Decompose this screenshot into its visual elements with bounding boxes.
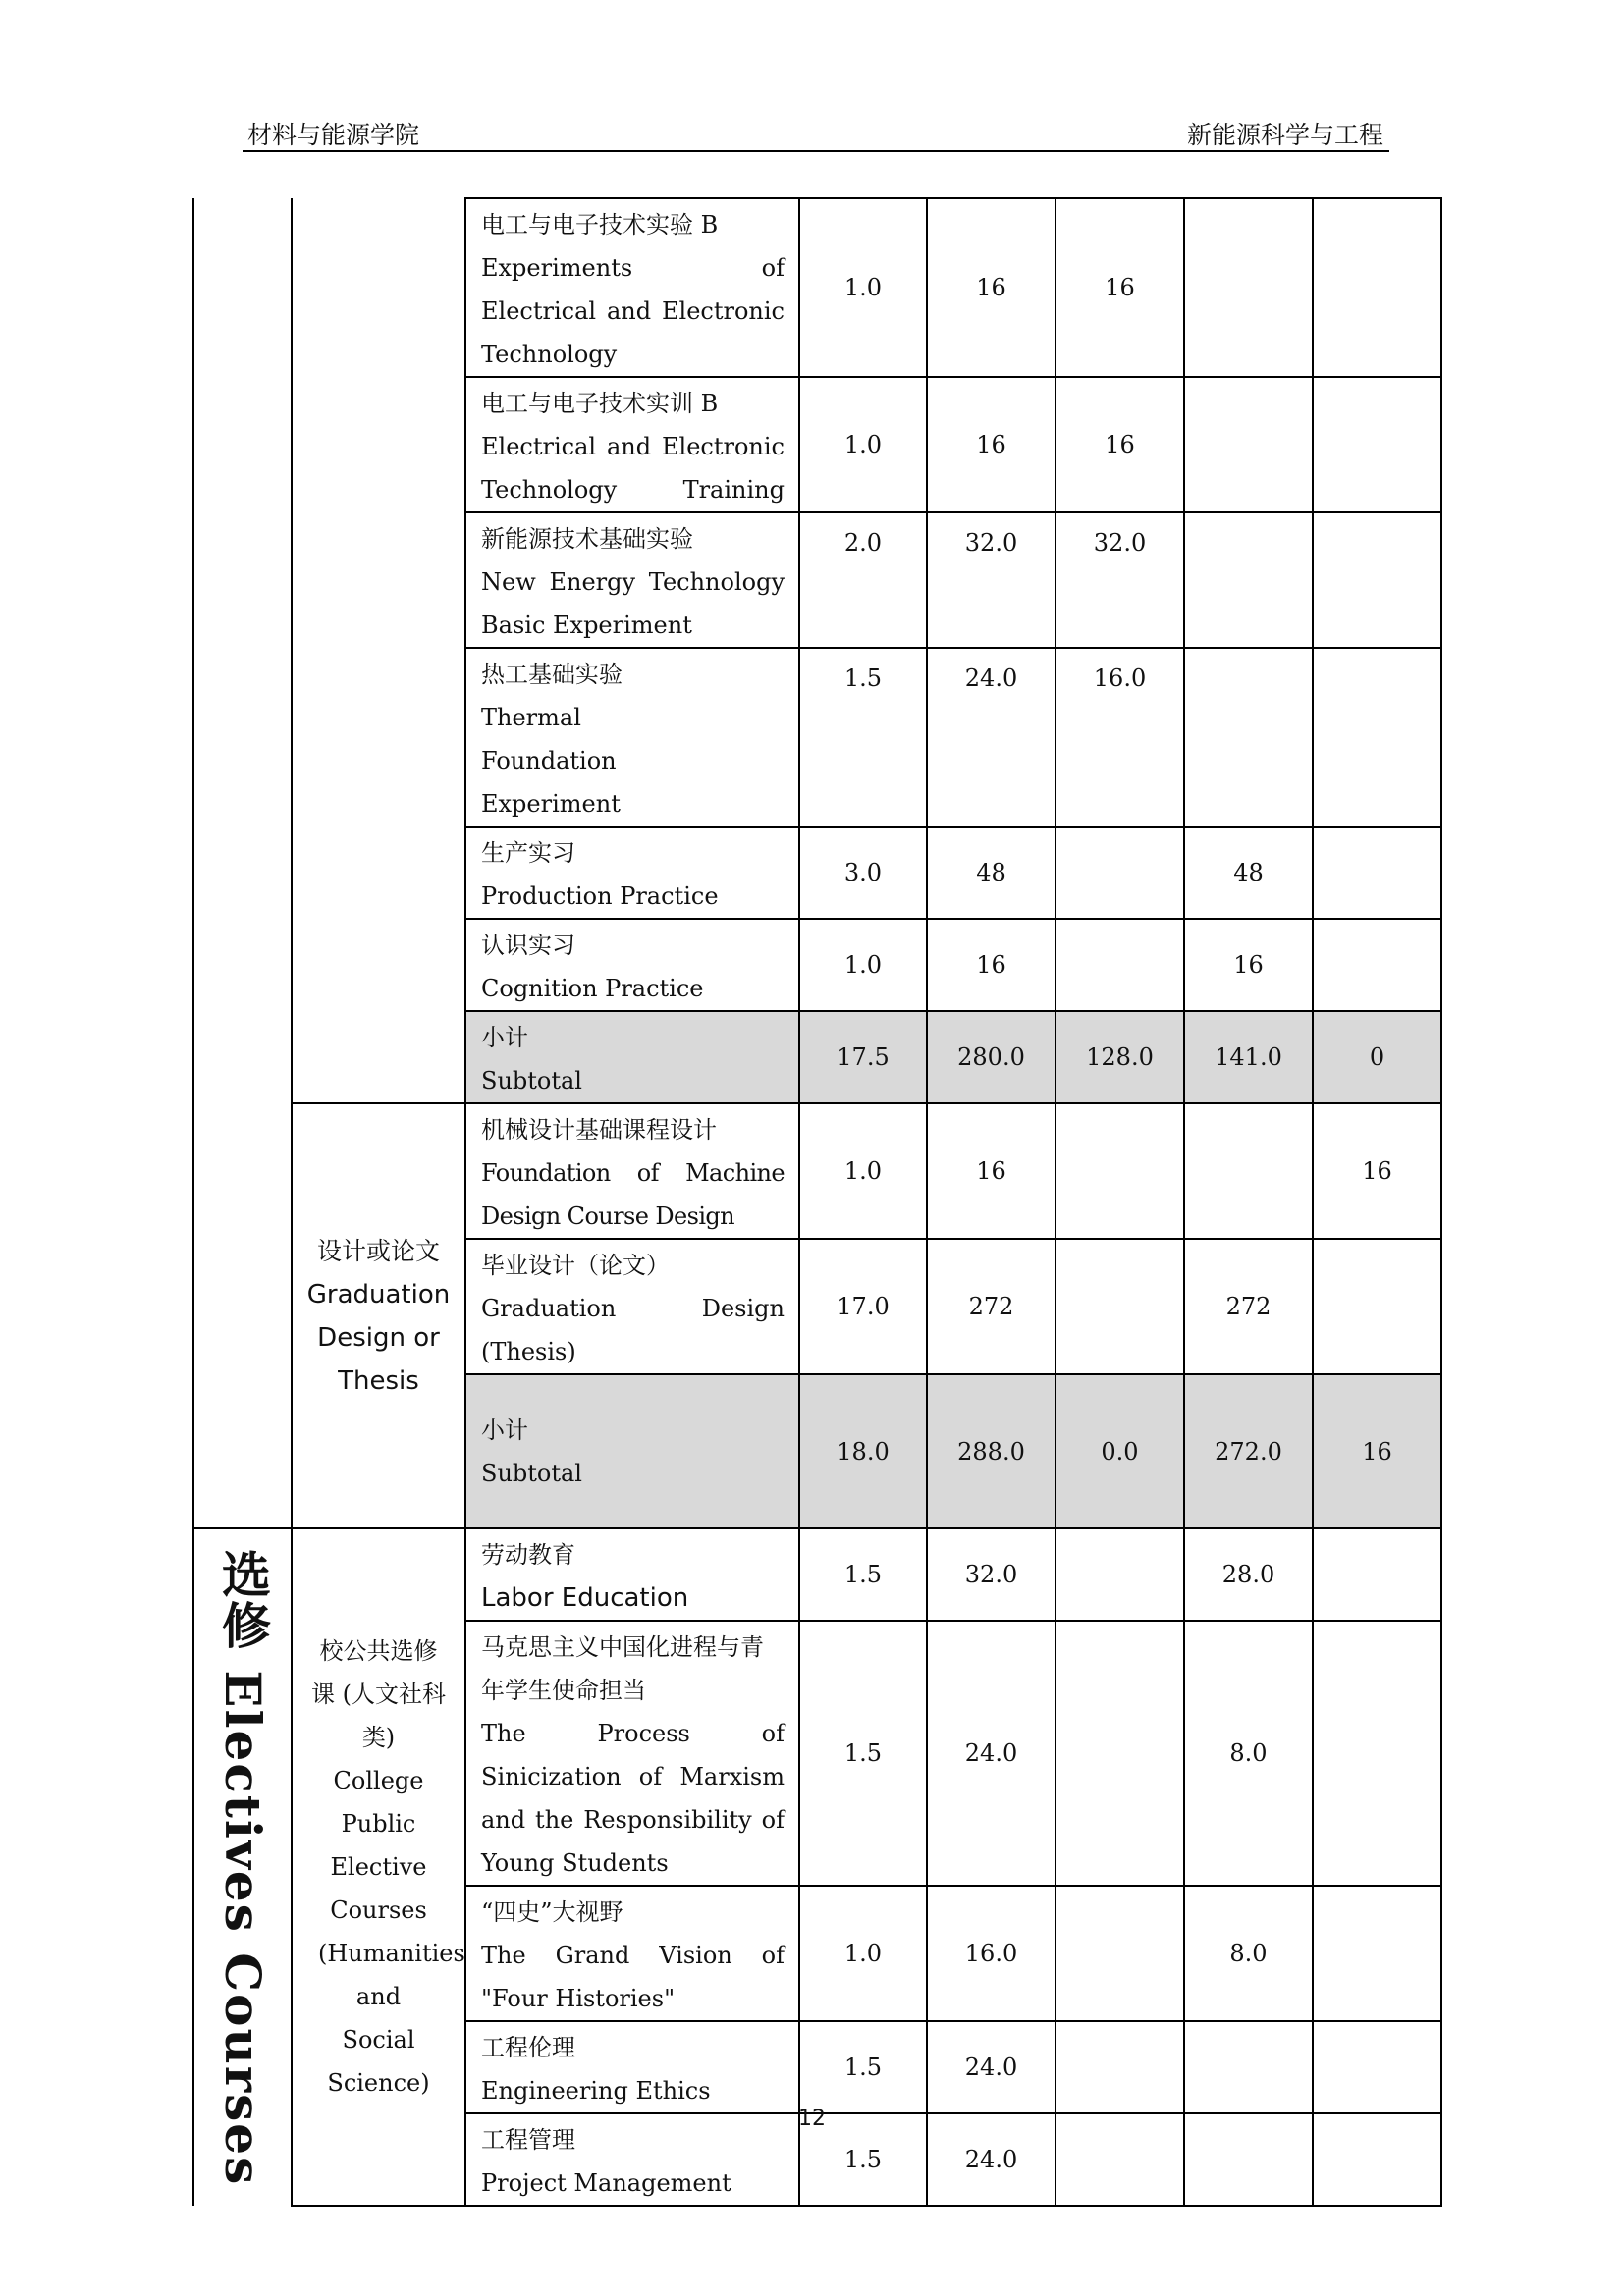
- experiment-hours-value: 128.0: [1056, 1011, 1184, 1103]
- total-hours-value: 16.0: [927, 1886, 1056, 2021]
- table-row: [193, 1103, 1441, 1239]
- category-electives-label: [207, 1549, 278, 2186]
- course-name-cell: [465, 919, 799, 1011]
- other-hours-value: [1313, 648, 1441, 827]
- credits-value: 1.5: [799, 1528, 927, 1621]
- course-name-cell: [465, 1239, 799, 1374]
- course-name-en: Foundation of Machine Design Course Design: [481, 1159, 785, 1230]
- experiment-hours-value: 16: [1056, 198, 1184, 377]
- practice-hours-value: 16: [1184, 919, 1313, 1011]
- other-hours-value: [1313, 512, 1441, 648]
- credits-value: 18.0: [799, 1374, 927, 1528]
- practice-hours-value: 272.0: [1184, 1374, 1313, 1528]
- course-name-cell: [465, 1886, 799, 2021]
- total-hours-value: 24.0: [927, 2021, 1056, 2113]
- other-hours-value: [1313, 1239, 1441, 1374]
- course-name-cn: 新能源技术基础实验: [481, 525, 693, 553]
- credits-value: 1.0: [799, 1103, 927, 1239]
- course-name-cell: [465, 377, 799, 512]
- practice-hours-value: [1184, 2021, 1313, 2113]
- subcategory-public-elective-cell: [292, 1528, 465, 2206]
- course-name-en: The Grand Vision of "Four Histories": [481, 1942, 785, 2012]
- experiment-hours-value: [1056, 1103, 1184, 1239]
- course-name-cn: 认识实习: [481, 932, 575, 959]
- subtotal-label-cn: 小计: [481, 1024, 528, 1051]
- credits-value: 1.5: [799, 2113, 927, 2206]
- page-number: 12: [798, 2107, 826, 2131]
- total-hours-value: 16: [927, 1103, 1056, 1239]
- course-name-cn: “四史”大视野: [481, 1898, 623, 1926]
- course-name-en: Cognition Practice: [481, 975, 704, 1002]
- experiment-hours-value: [1056, 2021, 1184, 2113]
- subtotal-label-en: Subtotal: [481, 1459, 582, 1487]
- other-hours-value: [1313, 919, 1441, 1011]
- experiment-hours-value: [1056, 919, 1184, 1011]
- total-hours-value: 32.0: [927, 512, 1056, 648]
- credits-value: 1.0: [799, 1886, 927, 2021]
- experiment-hours-value: 16: [1056, 377, 1184, 512]
- total-hours-value: 272: [927, 1239, 1056, 1374]
- course-name-en: Electrical and Electronic Technology Training: [481, 433, 785, 504]
- experiment-hours-value: 0.0: [1056, 1374, 1184, 1528]
- total-hours-value: 48: [927, 827, 1056, 919]
- credits-value: 2.0: [799, 512, 927, 648]
- course-name-cn: 工程伦理: [481, 2034, 575, 2061]
- experiment-hours-value: [1056, 1528, 1184, 1621]
- credits-value: 17.5: [799, 1011, 927, 1103]
- credits-value: 1.5: [799, 1621, 927, 1886]
- subtotal-label-cell: [465, 1011, 799, 1103]
- practice-hours-value: [1184, 1103, 1313, 1239]
- course-name-en: Graduation Design (Thesis): [481, 1295, 785, 1365]
- course-name-cn: 马克思主义中国化进程与青年学生使命担当: [481, 1633, 764, 1704]
- total-hours-value: 24.0: [927, 1621, 1056, 1886]
- subcategory-graduation-cell: [292, 1103, 465, 1528]
- credits-value: 3.0: [799, 827, 927, 919]
- table-row: [193, 1528, 1441, 1621]
- course-name-en: New Energy Technology Basic Experiment: [481, 568, 785, 639]
- practice-hours-value: 272: [1184, 1239, 1313, 1374]
- course-name-cn: 生产实习: [481, 839, 575, 867]
- course-name-en: Project Management: [481, 2169, 731, 2197]
- course-name-en: Labor Education: [481, 1583, 689, 1613]
- other-hours-value: [1313, 198, 1441, 377]
- other-hours-value: 0: [1313, 1011, 1441, 1103]
- total-hours-value: 280.0: [927, 1011, 1056, 1103]
- course-name-cell: [465, 2021, 799, 2113]
- subtotal-label-en: Subtotal: [481, 1067, 582, 1095]
- header-right-major: 新能源科学与工程: [1186, 121, 1383, 149]
- course-name-cn: 电工与电子技术实训 B: [481, 390, 719, 417]
- category-electives-en: Electives Courses: [214, 1670, 272, 2187]
- other-hours-value: 16: [1313, 1103, 1441, 1239]
- course-name-cell: [465, 827, 799, 919]
- credits-value: 17.0: [799, 1239, 927, 1374]
- credits-value: 1.5: [799, 2021, 927, 2113]
- course-name-cn: 工程管理: [481, 2126, 575, 2154]
- experiment-hours-value: [1056, 1239, 1184, 1374]
- subcategory-graduation-cn: 设计或论文: [316, 1236, 440, 1265]
- total-hours-value: 16: [927, 919, 1056, 1011]
- credits-value: 1.0: [799, 198, 927, 377]
- practice-hours-value: [1184, 648, 1313, 827]
- other-hours-value: [1313, 377, 1441, 512]
- practice-hours-value: [1184, 377, 1313, 512]
- total-hours-value: 16: [927, 198, 1056, 377]
- course-name-cn: 毕业设计（论文）: [481, 1252, 670, 1279]
- credits-value: 1.0: [799, 377, 927, 512]
- total-hours-value: 16: [927, 377, 1056, 512]
- practice-hours-value: [1184, 198, 1313, 377]
- credits-value: 1.0: [799, 919, 927, 1011]
- total-hours-value: 288.0: [927, 1374, 1056, 1528]
- subcategory-public-elective-en: College Public Elective Courses (Humanities and Social Science): [318, 1767, 465, 2097]
- category-electives-cell: [193, 1528, 292, 2206]
- experiment-hours-value: [1056, 1621, 1184, 1886]
- subcategory-public-elective-cn: 校公共选修课 (人文社科类): [311, 1637, 446, 1751]
- practice-hours-value: [1184, 512, 1313, 648]
- course-name-cell: [465, 1528, 799, 1621]
- other-hours-value: [1313, 827, 1441, 919]
- category-cell-empty: [193, 198, 292, 1528]
- practice-hours-value: 8.0: [1184, 1886, 1313, 2021]
- other-hours-value: [1313, 1886, 1441, 2021]
- practice-hours-value: 8.0: [1184, 1621, 1313, 1886]
- practice-hours-value: 48: [1184, 827, 1313, 919]
- subtotal-label-cell: [465, 1374, 799, 1528]
- course-name-cell: [465, 648, 799, 827]
- table-row: [193, 198, 1441, 377]
- header-divider: [243, 150, 1389, 152]
- total-hours-value: 32.0: [927, 1528, 1056, 1621]
- course-name-cn: 机械设计基础课程设计: [481, 1116, 717, 1144]
- course-name-en: Production Practice: [481, 882, 719, 910]
- other-hours-value: [1313, 1528, 1441, 1621]
- practice-hours-value: 141.0: [1184, 1011, 1313, 1103]
- course-name-cell: [465, 512, 799, 648]
- category-electives-cn: 选修: [214, 1548, 272, 1651]
- course-name-cn: 劳动教育: [481, 1541, 575, 1569]
- experiment-hours-value: 32.0: [1056, 512, 1184, 648]
- course-name-cn: 电工与电子技术实验 B: [481, 211, 719, 239]
- total-hours-value: 24.0: [927, 2113, 1056, 2206]
- course-name-cell: [465, 1103, 799, 1239]
- subtotal-label-cn: 小计: [481, 1415, 528, 1444]
- credits-value: 1.5: [799, 648, 927, 827]
- other-hours-value: 16: [1313, 1374, 1441, 1528]
- course-name-en: The Process of Sinicization of Marxism and the Responsibility of Young Students: [481, 1720, 785, 1877]
- header-left-college: 材料与能源学院: [247, 121, 420, 149]
- course-name-en: Engineering Ethics: [481, 2077, 711, 2105]
- total-hours-value: 24.0: [927, 648, 1056, 827]
- experiment-hours-value: 16.0: [1056, 648, 1184, 827]
- subcategory-graduation-en: Graduation Design or Thesis: [306, 1279, 451, 1396]
- other-hours-value: [1313, 2021, 1441, 2113]
- course-name-cell: [465, 198, 799, 377]
- experiment-hours-value: [1056, 1886, 1184, 2021]
- practice-hours-value: 28.0: [1184, 1528, 1313, 1621]
- other-hours-value: [1313, 1621, 1441, 1886]
- course-table: [192, 197, 1442, 2207]
- experiment-hours-value: [1056, 827, 1184, 919]
- course-name-cn: 热工基础实验: [481, 661, 623, 688]
- course-name-en: Experiments of Electrical and Electronic Technology: [481, 254, 785, 368]
- subcategory-cell-empty: [292, 198, 465, 1103]
- course-name-en: Thermal Foundation Experiment: [481, 704, 621, 818]
- course-name-cell: [465, 1621, 799, 1886]
